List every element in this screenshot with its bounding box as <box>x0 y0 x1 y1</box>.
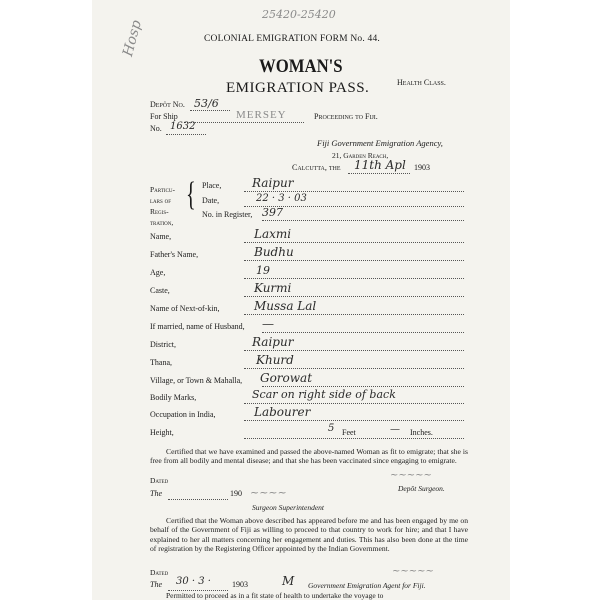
particulars-label-2: lars of <box>150 196 172 205</box>
field-occupation-label: Occupation in India, <box>150 410 216 419</box>
reg-place-label: Place, <box>202 181 222 190</box>
certificate-agent-text: Certified that the Woman above described has appeared before me and has been engaged by me on behalf of the Government of Fiji as willing to proceed to that country to work for hire; and that I have explained to her all matters concerning her engagement and duties. This has also been done at the time of registration by the Registering Officer appointed by the Indian Government. <box>150 516 468 554</box>
height-label: Height, <box>150 428 174 437</box>
agency-year: 1903 <box>414 163 430 172</box>
cert2-year: 1903 <box>232 580 248 589</box>
field-marks-label: Bodily Marks, <box>150 393 197 402</box>
cert1-year: 190 <box>230 489 242 498</box>
form-title: COLONIAL EMIGRATION FORM No. 44. <box>204 34 380 44</box>
cert2-the: The <box>150 580 162 589</box>
field-thana-label: Thana, <box>150 358 172 367</box>
cert2-day-value: 30 · 3 · <box>176 576 211 587</box>
cert1-the: The <box>150 489 162 498</box>
permit-text: Permitted to proceed as in a fit state of health to undertake the voyage to <box>166 591 384 600</box>
main-title: WOMAN'S <box>259 56 343 77</box>
health-class: Health Class. <box>397 78 446 87</box>
field-village-label: Village, or Town & Mahalla, <box>150 376 243 385</box>
no-value: 1632 <box>170 121 196 132</box>
particulars-label-1: Particu- <box>150 185 175 194</box>
field-district-label: District, <box>150 340 176 349</box>
field-age-value: 19 <box>256 264 270 277</box>
field-caste-value: Kurmi <box>254 281 292 295</box>
field-caste-label: Caste, <box>150 286 170 295</box>
no-label: No. <box>150 124 162 133</box>
field-father-value: Budhu <box>254 245 294 259</box>
reg-register-value: 397 <box>262 206 283 219</box>
reg-date-value: 22 · 3 · 03 <box>256 193 307 204</box>
field-district-value: Raipur <box>252 335 294 349</box>
cert1-surgeon-sup: Surgeon Superintendent <box>252 503 325 512</box>
margin-note: Hosp <box>120 18 145 59</box>
proceeding-label: Proceeding to Fiji. <box>314 112 378 121</box>
depot-no-label: Depôt No. <box>150 100 185 109</box>
ship-value: MERSEY <box>236 109 287 121</box>
certificate-surgeon-text: Certified that we have examined and passed the above-named Woman as fit to emigrate; that she is free from all bodily and mental disease; and that she has been vaccinated since engaging to emigrate. <box>150 447 468 466</box>
field-occupation-value: Labourer <box>254 405 311 419</box>
height-feet-value: 5 <box>328 423 335 434</box>
field-husband-label: If married, name of Husband, <box>150 322 245 331</box>
field-marks-value: Scar on right side of back <box>252 388 396 401</box>
archive-number: 25420-25420 <box>262 8 336 21</box>
reg-register-label: No. in Register, <box>202 210 253 219</box>
cert1-depot-surgeon: Depôt Surgeon. <box>398 484 445 493</box>
field-father-label: Father's Name, <box>150 250 199 259</box>
field-kin-label: Name of Next-of-kin, <box>150 304 220 313</box>
depot-no-value: 53/6 <box>194 97 219 110</box>
ship-label: For Ship <box>150 112 178 121</box>
agency-date-value: 11th Apl <box>354 158 406 172</box>
height-inches-value: — <box>390 424 400 435</box>
sub-title: EMIGRATION PASS. <box>226 80 370 96</box>
field-name-label: Name, <box>150 232 172 241</box>
height-inches-label: Inches. <box>410 428 433 437</box>
registration-brace: { <box>186 176 196 213</box>
cert1-dated: Dated <box>150 476 169 485</box>
agency-name: Fiji Government Emigration Agency, <box>317 138 443 148</box>
reg-date-label: Date, <box>202 196 220 205</box>
surgeon-signature: ~~~~ <box>250 486 287 499</box>
agent-initials: M <box>282 574 295 588</box>
cert2-agent: Government Emigration Agent for Fiji. <box>308 581 426 590</box>
height-feet-label: Feet <box>342 428 356 437</box>
field-age-label: Age, <box>150 268 166 277</box>
depot-surgeon-signature: ~~~~~ <box>390 470 432 481</box>
field-name-value: Laxmi <box>254 227 292 241</box>
reg-place-value: Raipur <box>252 176 294 190</box>
particulars-label-3: Regis- <box>150 207 169 216</box>
agent-signature-faint: ~~~~~ <box>392 566 434 577</box>
field-village-value: Gorowat <box>260 371 313 385</box>
field-kin-value: Mussa Lal <box>254 299 317 313</box>
agency-address: 21, Garden Reach, <box>332 151 389 160</box>
field-thana-value: Khurd <box>256 353 294 367</box>
calcutta-label: Calcutta, the <box>292 163 341 172</box>
cert2-dated: Dated <box>150 568 169 577</box>
particulars-label-4: tration, <box>150 218 174 227</box>
field-husband-value: — <box>262 317 274 331</box>
